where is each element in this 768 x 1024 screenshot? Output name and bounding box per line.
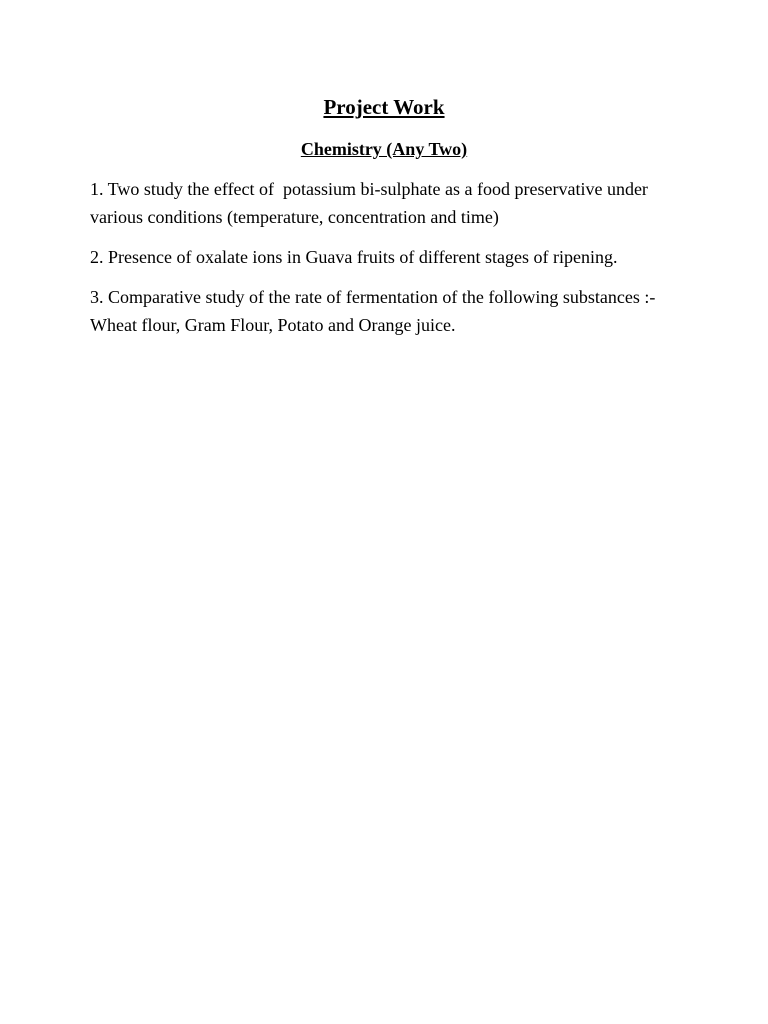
list-item: 3. Comparative study of the rate of fermentation of the following substances :- Wheat flour, Gram Flour, Potato and Orange juice. [90,287,656,335]
project-list [90,175,690,351]
page-title: Project Work [323,95,445,119]
list-item: 2. Presence of oxalate ions in Guava fruits of different stages of ripening. [90,247,618,267]
section-subtitle: Chemistry (Any Two) [300,139,468,159]
list-item: 1. Two study the effect of potassium bi-sulphate as a food preservative under various conditions (temperature, concentration and time) [90,179,653,227]
